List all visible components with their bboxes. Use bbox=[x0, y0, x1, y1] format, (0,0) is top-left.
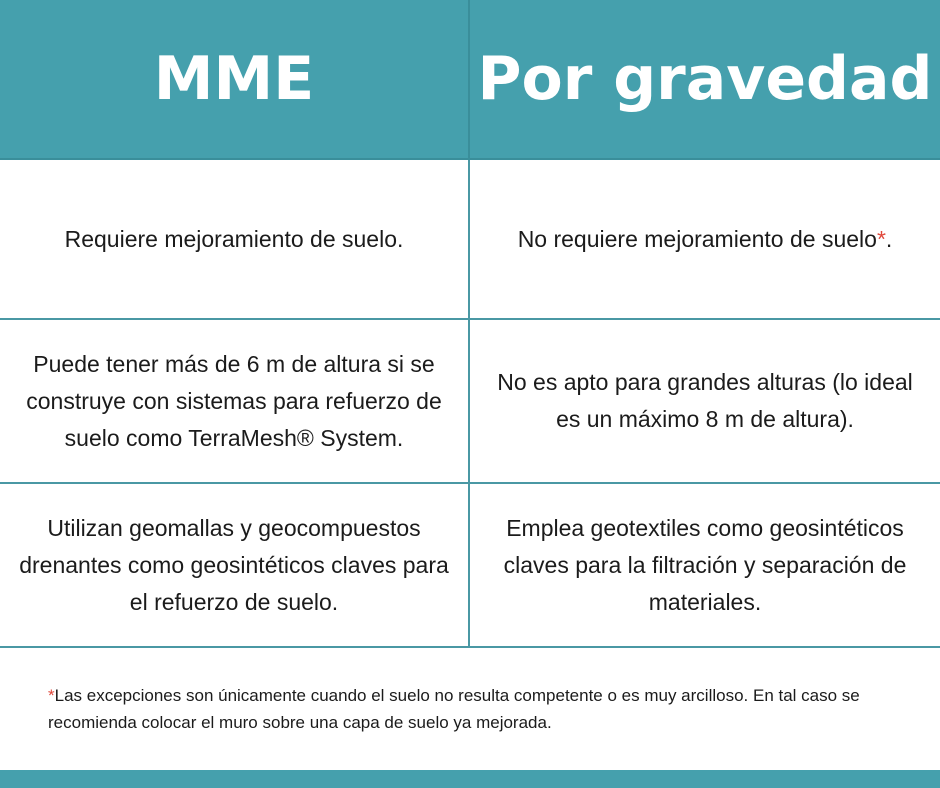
row2-mme-text: Puede tener más de 6 m de altura si se construye con sistemas para refuerzo de suelo como TerraMesh® System. bbox=[26, 350, 442, 451]
header-mme: MME bbox=[0, 0, 470, 160]
asterisk-mark: * bbox=[876, 225, 886, 252]
bottom-accent-bar bbox=[0, 770, 940, 788]
row3-mme-text: Utilizan geomallas y geocompuestos drenantes como geosintéticos claves para el refuerzo de suelo. bbox=[19, 514, 449, 615]
header-por-gravedad: Por gravedad bbox=[470, 0, 940, 160]
footnote bbox=[48, 682, 908, 736]
row3-gravedad-text: Emplea geotextiles como geosintéticos claves para la filtración y separación de materiales. bbox=[503, 514, 907, 615]
row3-gravedad-cell bbox=[470, 484, 940, 648]
row2-mme-cell bbox=[0, 320, 470, 484]
row2-gravedad-cell bbox=[470, 320, 940, 484]
row1-gravedad-cell bbox=[470, 160, 940, 320]
row1-mme-cell bbox=[0, 160, 470, 320]
row1-mme-text: Requiere mejoramiento de suelo. bbox=[64, 225, 404, 252]
row1-gravedad-period: . bbox=[885, 225, 893, 252]
row3-mme-cell bbox=[0, 484, 470, 648]
row1-gravedad-text: No requiere mejoramiento de suelo bbox=[517, 225, 877, 252]
row2-gravedad-text: No es apto para grandes alturas (lo ideal es un máximo 8 m de altura). bbox=[497, 369, 913, 432]
footnote-asterisk: * bbox=[48, 686, 55, 705]
footnote-text: Las excepciones son únicamente cuando el suelo no resulta competente o es muy arcilloso. En tal caso se recomienda colocar el muro sobre una capa de suelo ya mejorada. bbox=[48, 686, 860, 732]
